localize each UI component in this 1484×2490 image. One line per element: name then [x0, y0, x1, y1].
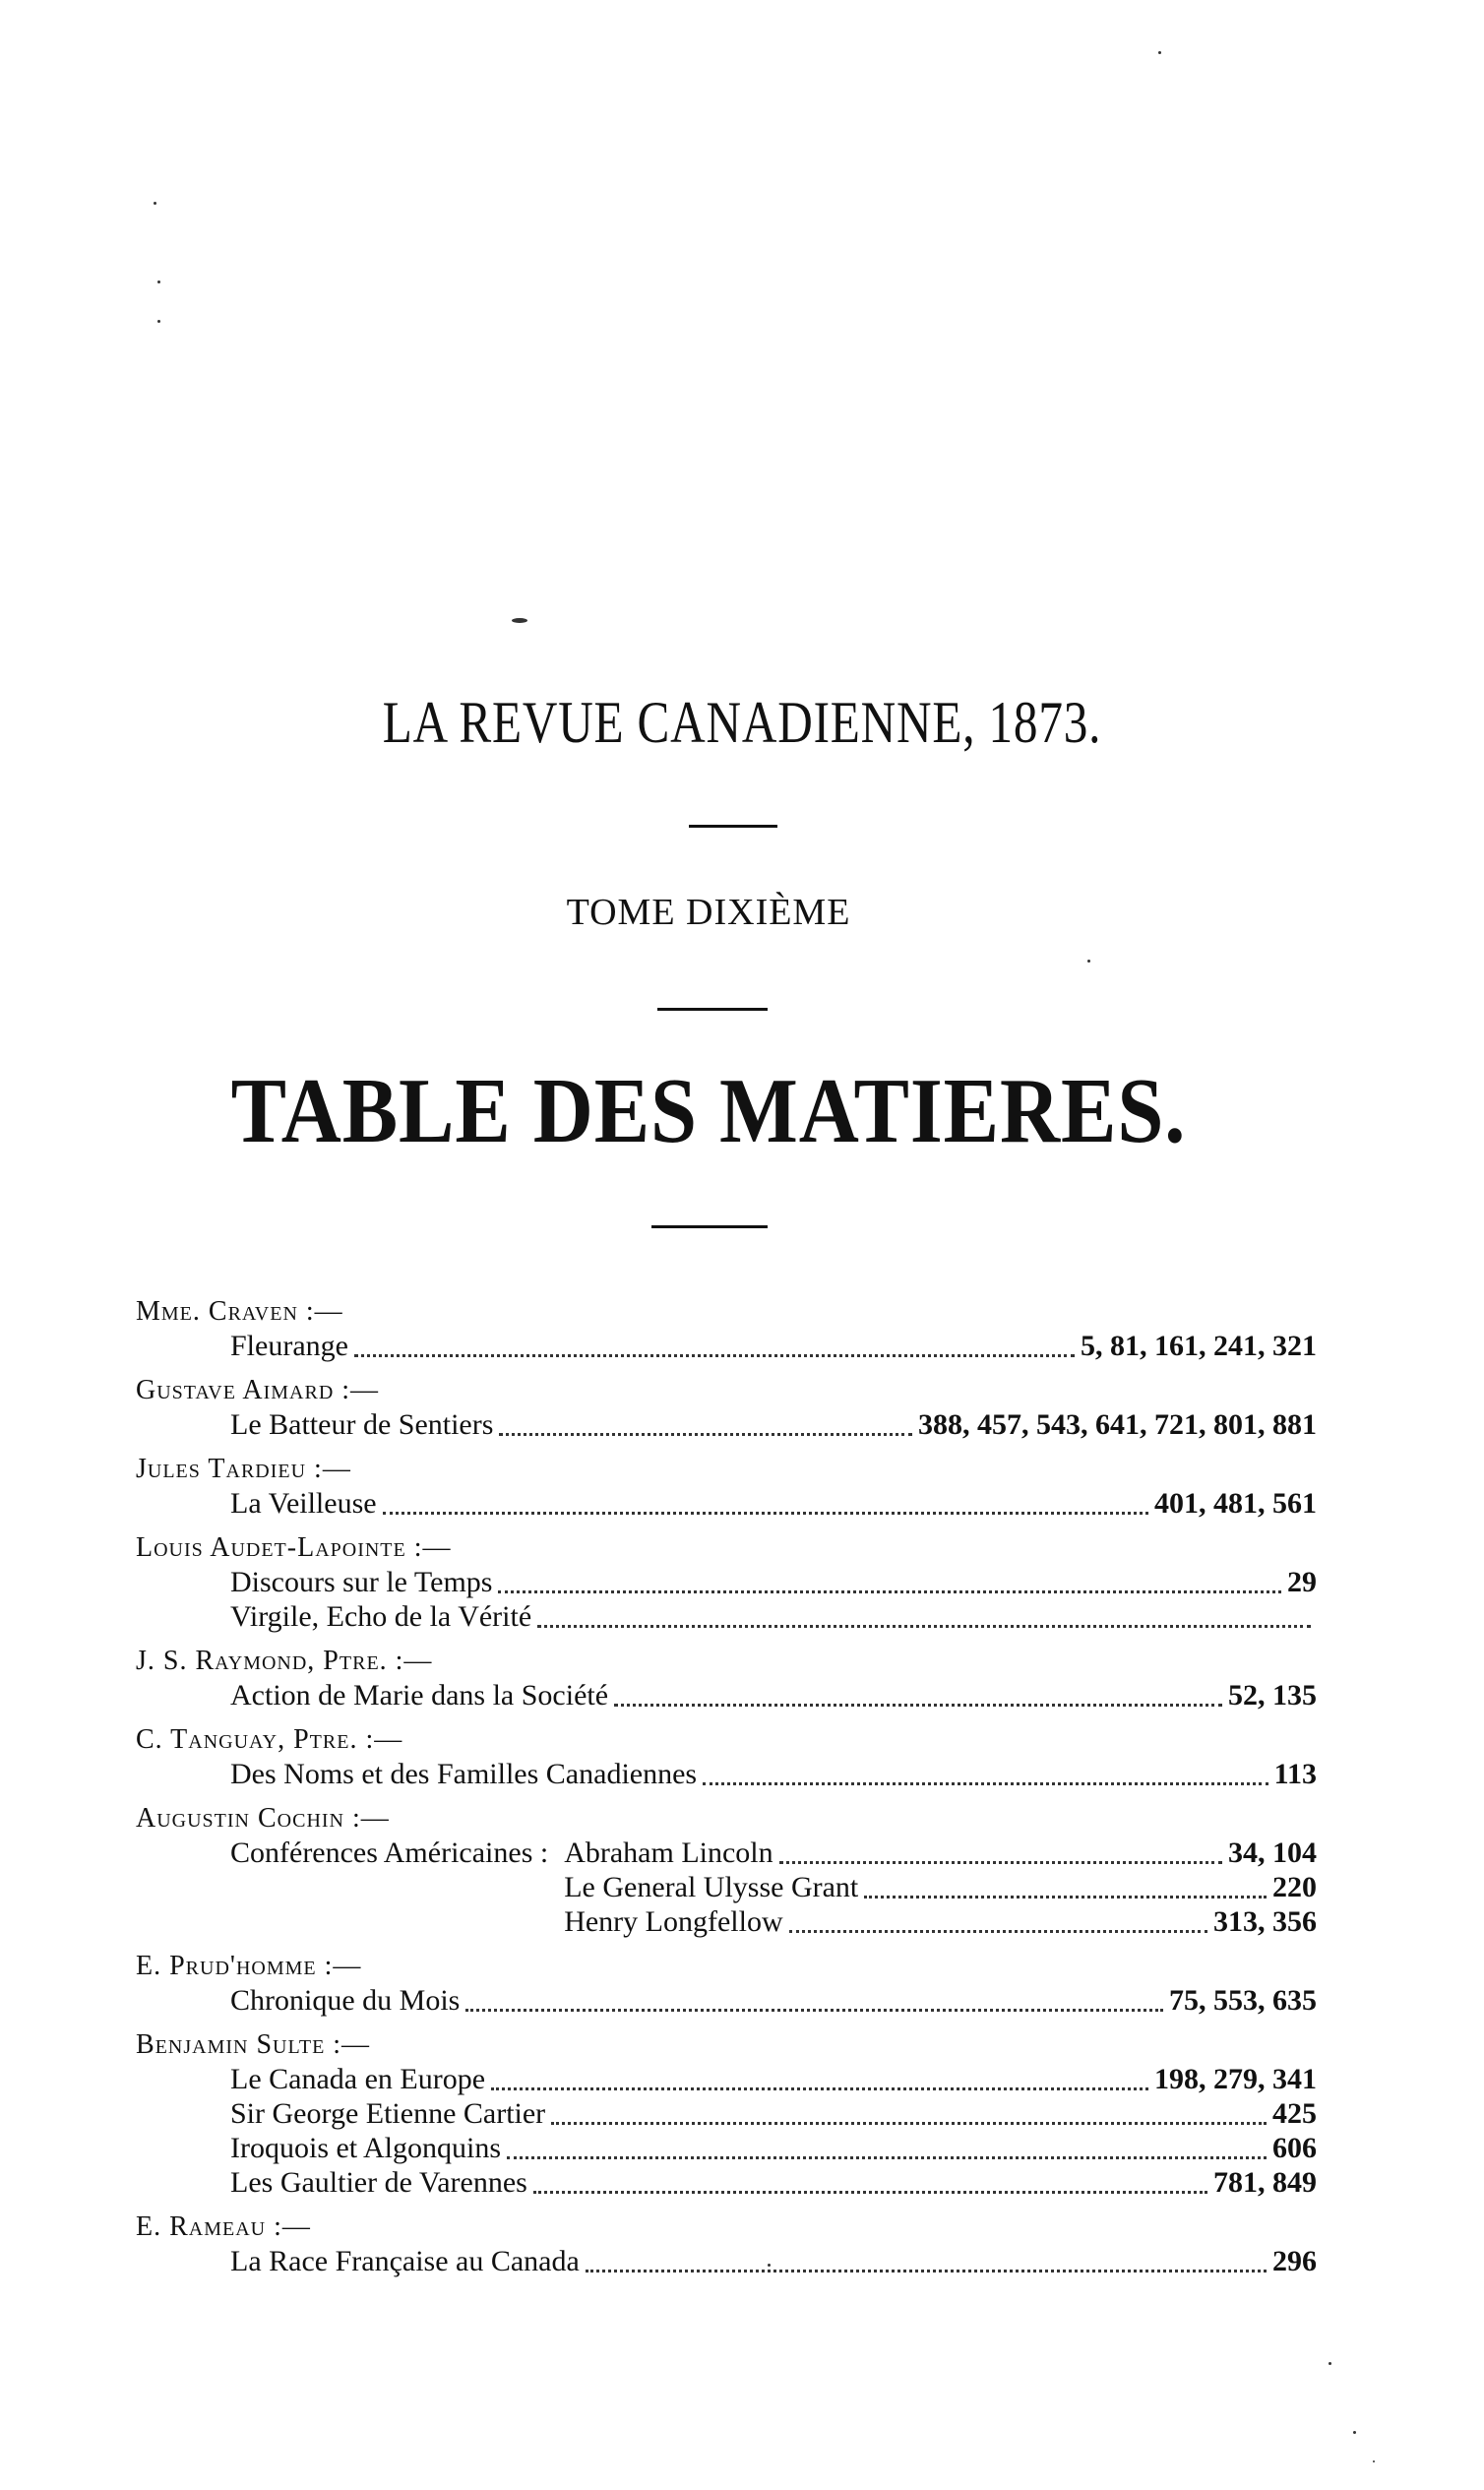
dot-leader — [507, 2137, 1267, 2159]
author-name: C. Tanguay, Ptre. :— — [136, 1724, 403, 1755]
dot-leader — [703, 1763, 1268, 1785]
entry-title: Virgile, Echo de la Vérité — [230, 1600, 532, 1633]
toc-entry — [230, 2131, 1317, 2165]
entry-pages: 220 — [1272, 1871, 1317, 1903]
author-block — [136, 1801, 1317, 1939]
scan-speck — [512, 618, 527, 623]
toc-entry — [230, 1486, 1317, 1521]
author-block — [136, 1373, 1317, 1442]
dot-leader — [499, 1413, 912, 1436]
entry-title: Chronique du Mois — [230, 1984, 461, 2017]
journal-title: LA REVUE CANADIENNE, 1873. — [382, 690, 1102, 755]
entry-pages: 388, 457, 543, 641, 721, 801, 881 — [918, 1408, 1317, 1441]
scan-speck — [768, 2264, 771, 2267]
entry-pages: 296 — [1272, 2245, 1317, 2277]
entry-group-label: Conférences Américaines : — [230, 1836, 549, 1869]
toc-entry — [564, 1836, 1317, 1870]
author-name: Mme. Craven :— — [136, 1296, 343, 1327]
toc-entry — [230, 2244, 1317, 2278]
entry-pages: 113 — [1273, 1758, 1317, 1790]
entry-title: Iroquois et Algonquins — [230, 2132, 501, 2164]
entry-pages: 75, 553, 635 — [1169, 1984, 1317, 2017]
author-name: Louis Audet-Lapointe :— — [136, 1532, 452, 1563]
toc-entry — [230, 1983, 1317, 2018]
toc-entry — [230, 1757, 1317, 1791]
entry-title: Henry Longfellow — [564, 1905, 783, 1938]
entry-pages: 606 — [1272, 2132, 1317, 2164]
author-block — [136, 1722, 1317, 1791]
dot-leader — [498, 1571, 1281, 1593]
dot-leader — [383, 1492, 1148, 1515]
dot-leader — [491, 2068, 1148, 2090]
author-block — [136, 1452, 1317, 1521]
entry-title: La Veilleuse — [230, 1487, 377, 1520]
scan-speck — [157, 320, 160, 323]
author-name: Gustave Aimard :— — [136, 1375, 380, 1405]
dot-leader — [586, 2250, 1267, 2272]
dot-leader — [614, 1684, 1222, 1707]
volume-heading: TOME DIXIÈME — [566, 892, 851, 933]
entry-title: Le Canada en Europe — [230, 2063, 486, 2095]
author-block — [136, 2210, 1317, 2278]
toc-entry — [564, 1870, 1317, 1904]
scan-speck — [1353, 2431, 1356, 2434]
author-name: Jules Tardieu :— — [136, 1454, 351, 1484]
dot-leader — [533, 2171, 1207, 2194]
dot-leader — [551, 2102, 1267, 2125]
entry-title: Abraham Lincoln — [564, 1836, 773, 1869]
entry-pages: 781, 849 — [1213, 2166, 1317, 2199]
toc-entry — [230, 1599, 1317, 1634]
scan-speck — [1158, 51, 1161, 54]
entry-title: Fleurange — [230, 1330, 348, 1362]
dot-leader — [864, 1876, 1267, 1899]
author-block — [136, 1949, 1317, 2018]
dot-leader — [465, 1989, 1163, 2012]
toc-entry — [230, 1407, 1317, 1442]
entry-group-items — [564, 1836, 1317, 1939]
dot-leader — [789, 1910, 1207, 1933]
author-block — [136, 1294, 1317, 1363]
author-block — [136, 1530, 1317, 1634]
divider-rule — [689, 825, 777, 828]
dot-leader — [537, 1605, 1311, 1628]
scan-speck — [1087, 960, 1090, 963]
entry-pages: 52, 135 — [1228, 1679, 1317, 1712]
dot-leader — [354, 1335, 1075, 1357]
author-name: E. Rameau :— — [136, 2211, 311, 2242]
entry-pages: 5, 81, 161, 241, 321 — [1081, 1330, 1317, 1362]
author-name: J. S. Raymond, Ptre. :— — [136, 1646, 433, 1676]
divider-rule — [651, 1225, 768, 1228]
author-block — [136, 2027, 1317, 2200]
scan-speck — [1373, 2460, 1375, 2462]
entry-title: Le Batteur de Sentiers — [230, 1408, 494, 1441]
toc-entry — [230, 2096, 1317, 2131]
entry-title: Discours sur le Temps — [230, 1566, 493, 1598]
author-name: E. Prud'homme :— — [136, 1951, 362, 1981]
table-of-contents — [136, 1294, 1317, 2288]
author-name: Benjamin Sulte :— — [136, 2029, 371, 2060]
entry-pages: 401, 481, 561 — [1154, 1487, 1317, 1520]
scan-speck — [154, 202, 156, 205]
entry-pages: 34, 104 — [1228, 1836, 1317, 1869]
entry-title: Des Noms et des Familles Canadiennes — [230, 1758, 698, 1790]
entry-title: Action de Marie dans la Société — [230, 1679, 609, 1712]
entry-pages: 29 — [1287, 1566, 1317, 1598]
toc-entry — [230, 1678, 1317, 1712]
entry-title: La Race Française au Canada — [230, 2245, 580, 2277]
toc-entry — [564, 1904, 1317, 1939]
table-of-contents-title: TABLE DES MATIERES. — [230, 1060, 1187, 1162]
entry-group — [230, 1836, 1317, 1939]
scan-speck — [1329, 2362, 1331, 2365]
entry-title: Le General Ulysse Grant — [564, 1871, 859, 1903]
dot-leader — [779, 1841, 1222, 1864]
entry-pages: 425 — [1272, 2097, 1317, 2130]
toc-entry — [230, 2165, 1317, 2200]
entry-pages: 313, 356 — [1213, 1905, 1317, 1938]
scan-speck — [157, 280, 160, 283]
entry-title: Sir George Etienne Cartier — [230, 2097, 546, 2130]
entry-pages: 198, 279, 341 — [1154, 2063, 1317, 2095]
author-block — [136, 1644, 1317, 1712]
toc-entry — [230, 1329, 1317, 1363]
author-name: Augustin Cochin :— — [136, 1803, 390, 1834]
divider-rule — [657, 1008, 768, 1011]
entry-title: Les Gaultier de Varennes — [230, 2166, 527, 2199]
toc-entry — [230, 1565, 1317, 1599]
toc-entry — [230, 2062, 1317, 2096]
